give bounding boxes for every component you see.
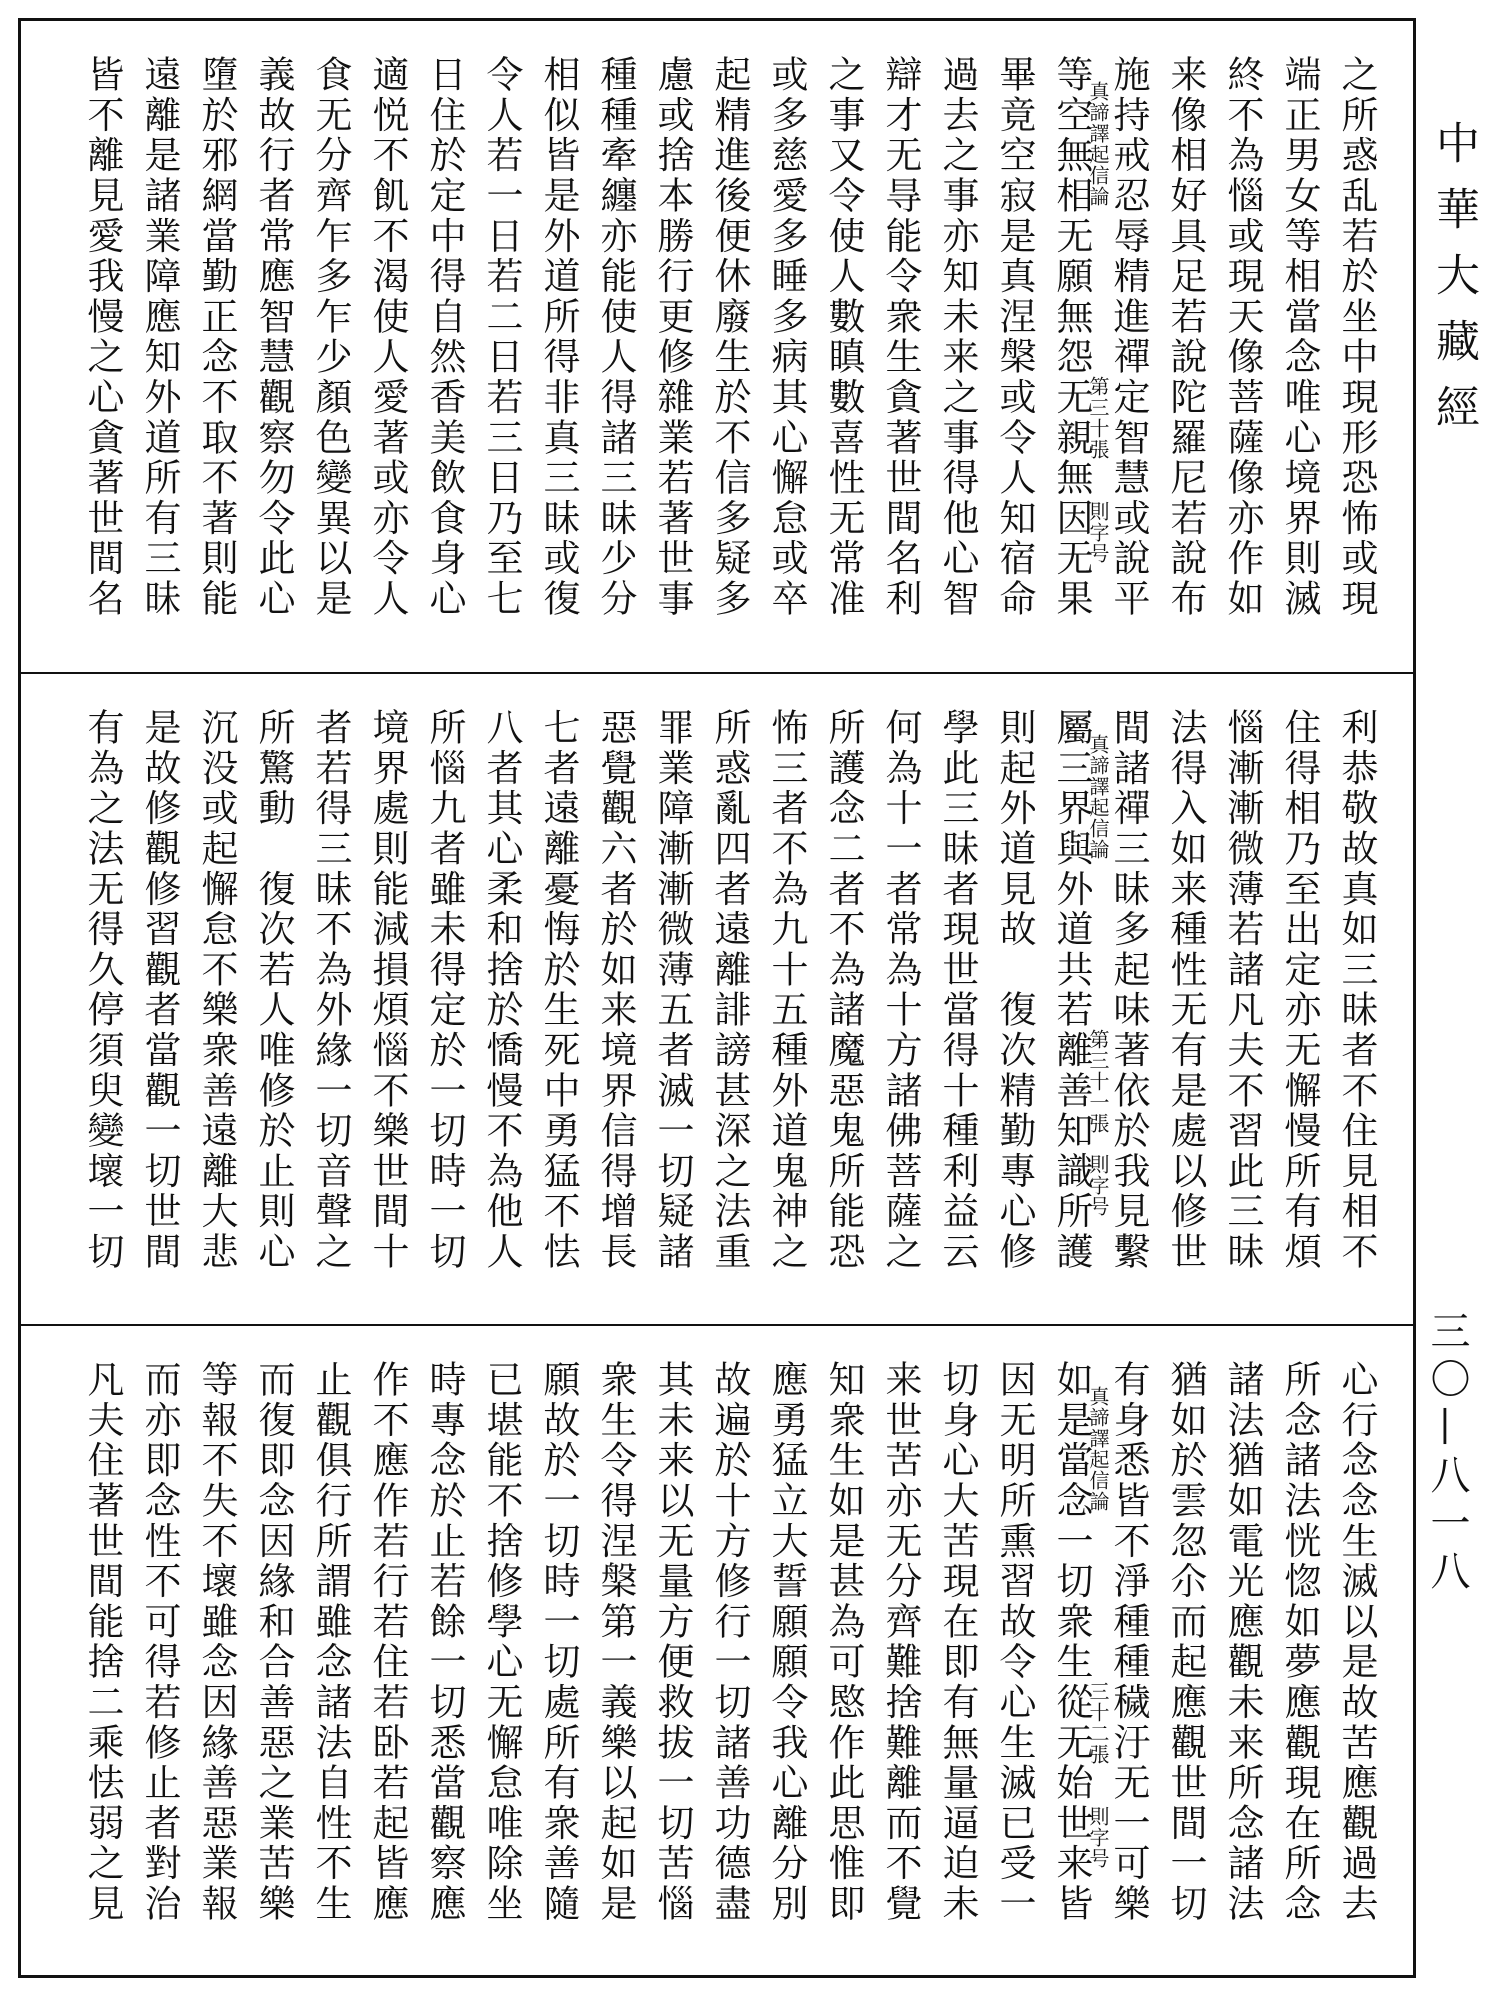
text-column: 作不應作若行若住若卧若起皆應 [366, 1360, 409, 1925]
text-column: 八者其心柔和捨於憍慢不為他人 [480, 708, 523, 1273]
text-columns [64, 55, 1378, 620]
text-column: 慮或捨本勝行更修雜業若著世事 [651, 55, 694, 620]
text-column: 令人若一日若二日若三日乃至七 [480, 55, 523, 620]
text-column: 切身心大苦現在即有無量逼迫未 [936, 1360, 979, 1925]
text-column: 心行念念生滅以是故苦應觀過去 [1335, 1360, 1378, 1925]
text-column: 所驚動 復次若人唯修於止則心 [252, 708, 295, 1273]
text-column: 罪業障漸漸微薄五者滅一切疑諸 [651, 708, 694, 1273]
text-column: 是故修觀修習觀者當觀一切世間 [138, 708, 181, 1273]
header-title: 真諦譯起信論 [1086, 1386, 1110, 1512]
text-column: 如是當念一切衆生從无始世来皆 [1050, 1360, 1093, 1925]
text-column: 皆不離見愛我慢之心貪著世間名 [81, 55, 124, 620]
text-column: 而復即念因緣和合善惡之業苦樂 [252, 1360, 295, 1925]
text-column: 因无明所熏習故令心生滅已受一 [993, 1360, 1036, 1925]
header-sheet-number: 三十二張 [1086, 1681, 1110, 1765]
text-column: 端正男女等相當念唯心境界則滅 [1278, 55, 1321, 620]
text-column: 學此三昧者現世當得十種利益云 [936, 708, 979, 1273]
text-column: 所惱九者雖未得定於一切時一切 [423, 708, 466, 1273]
text-column: 所護念二者不為諸魔惡鬼所能恐 [822, 708, 865, 1273]
text-column: 怖三者不為九十五種外道鬼神之 [765, 708, 808, 1273]
text-column: 應勇猛立大誓願願令我心離分別 [765, 1360, 808, 1925]
header-series-mark: 則字号 [1086, 1806, 1110, 1869]
text-column: 終不為惱或現天像菩薩像亦作如 [1221, 55, 1264, 620]
text-column: 過去之事亦知未来之事得他心智 [936, 55, 979, 620]
text-column: 屬三界與外道共若離善知識所護 [1050, 708, 1093, 1273]
text-columns [64, 1360, 1378, 1925]
text-column: 者若得三昧不為外緣一切音聲之 [309, 708, 352, 1273]
text-column: 何為十一者常為十方諸佛菩薩之 [879, 708, 922, 1273]
header-series-mark: 則字号 [1086, 501, 1110, 564]
page-number: 三〇—八一八 [1424, 1310, 1470, 1598]
text-column: 間諸禪三昧多起味著依於我見繫 [1107, 708, 1150, 1273]
text-column: 墮於邪網當勤正念不取不著則能 [195, 55, 238, 620]
text-column: 其未来以无量方便救拔一切苦惱 [651, 1360, 694, 1925]
text-column: 辯才无㝵能令衆生貪著世間名利 [879, 55, 922, 620]
text-column: 所念諸法恍惚如夢應觀現在所念 [1278, 1360, 1321, 1925]
text-column: 義故行者常應智慧觀察勿令此心 [252, 55, 295, 620]
text-column: 法得入如来種性无有是處以修世 [1164, 708, 1207, 1273]
sutra-page-frame [18, 18, 1416, 1978]
header-series-mark: 則字号 [1086, 1154, 1110, 1217]
text-column: 施持戒忍辱精進禪定智慧或說平 [1107, 55, 1150, 620]
text-column: 惱漸漸微薄若諸凡夫不習此三昧 [1221, 708, 1264, 1273]
text-columns [64, 708, 1378, 1273]
text-column: 種種牽纏亦能使人得諸三昧少分 [594, 55, 637, 620]
text-column: 食无分齊乍多乍少顏色變異以是 [309, 55, 352, 620]
text-column: 相似皆是外道所得非真三昧或復 [537, 55, 580, 620]
text-column: 遠離是諸業障應知外道所有三昧 [138, 55, 181, 620]
text-panel-3 [21, 1326, 1413, 1978]
header-title: 真諦譯起信論 [1086, 734, 1110, 860]
text-column: 時專念於止若餘一切悉當觀察應 [423, 1360, 466, 1925]
text-column: 日住於定中得自然香美飲食身心 [423, 55, 466, 620]
text-column: 等報不失不壞雖念因緣善惡業報 [195, 1360, 238, 1925]
header-sheet-number: 第三十一張 [1086, 1029, 1110, 1134]
text-column: 畢竟空寂是真涅槃或令人知宿命 [993, 55, 1036, 620]
text-column: 衆生令得涅槃第一義樂以起如是 [594, 1360, 637, 1925]
collection-title: 中華大藏經 [1428, 120, 1479, 450]
text-column: 諸法猶如電光應觀未来所念諸法 [1221, 1360, 1264, 1925]
text-column: 七者遠離憂悔於生死中勇猛不怯 [537, 708, 580, 1273]
text-column: 知衆生如是甚為可愍作此思惟即 [822, 1360, 865, 1925]
text-column: 之所惑乱若於坐中現形恐怖或現 [1335, 55, 1378, 620]
text-column: 利恭敬故真如三昧者不住見相不 [1335, 708, 1378, 1273]
text-column: 境界處則能減損煩惱不樂世間十 [366, 708, 409, 1273]
text-column: 惡覺觀六者於如来境界信得增長 [594, 708, 637, 1273]
text-column: 来像相好具足若說陀羅尼若說布 [1164, 55, 1207, 620]
text-column: 猶如於雲忽尒而起應觀世間一切 [1164, 1360, 1207, 1925]
text-column: 適悦不飢不渴使人愛著或亦令人 [366, 55, 409, 620]
text-panel-2 [21, 674, 1413, 1326]
text-column: 止觀俱行所謂雖念諸法自性不生 [309, 1360, 352, 1925]
text-column: 之事又令使人數瞋數喜性无常准 [822, 55, 865, 620]
text-column: 已堪能不捨修學心无懈怠唯除坐 [480, 1360, 523, 1925]
header-title: 真諦譯起信論 [1086, 81, 1110, 207]
text-column: 所惑亂四者遠離誹謗甚深之法重 [708, 708, 751, 1273]
text-column: 願故於一切時一切處所有衆善隨 [537, 1360, 580, 1925]
text-column: 則起外道見故 復次精勤專心修 [993, 708, 1036, 1273]
text-column: 凡夫住著世間能捨二乘怯弱之見 [81, 1360, 124, 1925]
text-column: 住得相乃至出定亦无懈慢所有煩 [1278, 708, 1321, 1273]
text-column: 或多慈愛多睡多病其心懈怠或卒 [765, 55, 808, 620]
text-panel-1 [21, 21, 1413, 674]
text-column: 而亦即念性不可得若修止者對治 [138, 1360, 181, 1925]
text-column: 沉没或起懈怠不樂衆善遠離大悲 [195, 708, 238, 1273]
text-column: 有為之法无得久停須臾變壞一切 [81, 708, 124, 1273]
text-column: 来世苦亦无分齊難捨難離而不覺 [879, 1360, 922, 1925]
text-column: 等空無相无願無怨无親無因无果 [1050, 55, 1093, 620]
text-column: 故遍於十方修行一切諸善功德盡 [708, 1360, 751, 1925]
header-sheet-number: 第三十張 [1086, 376, 1110, 460]
text-column: 有身悉皆不淨種種穢汙无一可樂 [1107, 1360, 1150, 1925]
text-column: 起精進後便休廢生於不信多疑多 [708, 55, 751, 620]
